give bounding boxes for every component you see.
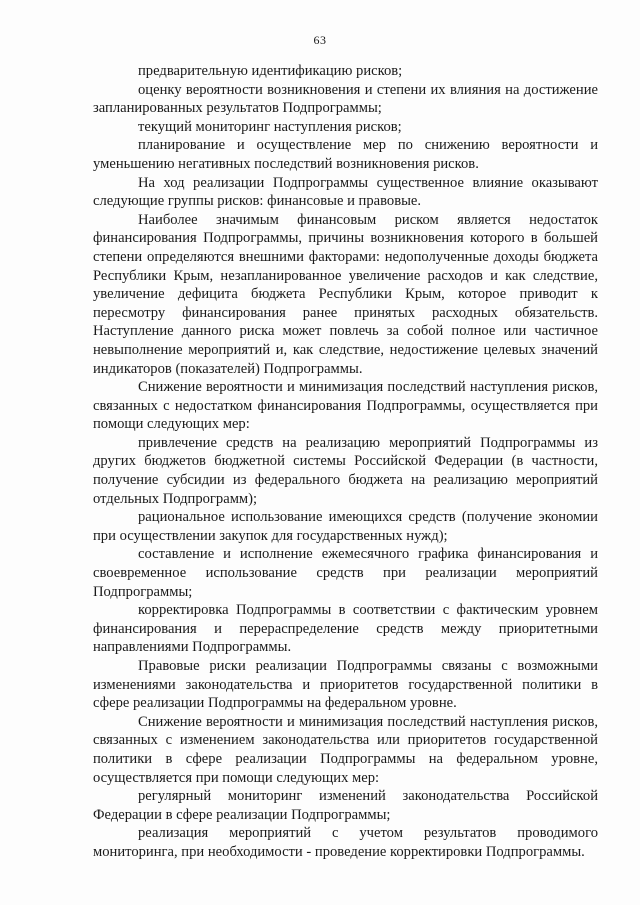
paragraph: На ход реализации Подпрограммы существенное влияние оказывают следующие группы рисков: финансовые и правовые. (93, 174, 598, 210)
paragraph: текущий мониторинг наступления рисков; (138, 118, 402, 135)
paragraph: привлечение средств на реализацию мероприятий Подпрограммы из других бюджетов бюджетной системы Российской Федерации (в частности, получение субсидии из федерального бюджета на реализацию мероприятий отдельных Подпрограмм); (93, 434, 598, 507)
paragraph: оценку вероятности возникновения и степени их влияния на достижение запланированных результатов Подпрограммы; (93, 81, 598, 117)
paragraph: предварительную идентификацию рисков; (138, 63, 403, 79)
paragraph: Снижение вероятности и минимизация последствий наступления рисков, связанных с недостатком финансирования Подпрограммы, осуществляется при помощи следующих мер: (93, 379, 598, 433)
paragraph: корректировка Подпрограммы в соответствии с фактическим уровнем финансирования и перераспределение средств между приоритетными направлениями Подпрограммы. (93, 602, 598, 656)
paragraph: составление и исполнение ежемесячного графика финансирования и своевременное использование средств при реализации мероприятий Подпрограммы; (93, 546, 598, 600)
paragraph: регулярный мониторинг изменений законодательства Российской Федерации в сфере реализации Подпрограммы; (93, 788, 598, 823)
paragraph: рациональное использование имеющихся средств (получение экономии при осуществлении закупок для государственных нужд); (93, 509, 598, 544)
paragraph: Снижение вероятности и минимизация последствий наступления рисков, связанных с изменением законодательства или приоритетов государственной политики в сфере реализации Подпрограммы на федеральном уровне, осуществляется при помощи следующих мер: (93, 713, 598, 786)
paragraph: Правовые риски реализации Подпрограммы связаны с возможными изменениями законодательства и приоритетов государственной политики в сфере реализации Подпрограммы на федеральном уровне. (93, 658, 598, 712)
paragraph: Наиболее значимым финансовым риском является недостаток финансирования Подпрограммы, причины возникновения которого в большей степени определяются внешними факторами: недополученные доходы бюджета Республики Крым, незапланированное увеличение расходов и как следствие, увеличение дефицита бюджета Республики Крым, которое приводит к пересмотру финансирования ранее принятых расходных обязательств. Наступление данного риска может повлечь за собой полное или частичное невыполнение мероприятий и, как следствие, недостижение целевых значений индикаторов (показателей) Подпрограммы. (93, 211, 598, 377)
document-body (93, 62, 598, 862)
page-number: 63 (313, 33, 327, 47)
paragraph: реализация мероприятий с учетом результатов проводимого мониторинга, при необходимости - проведение корректировки Подпрограммы. (93, 825, 598, 860)
paragraph: планирование и осуществление мер по снижению вероятности и уменьшению негативных последствий возникновения рисков. (93, 137, 598, 172)
